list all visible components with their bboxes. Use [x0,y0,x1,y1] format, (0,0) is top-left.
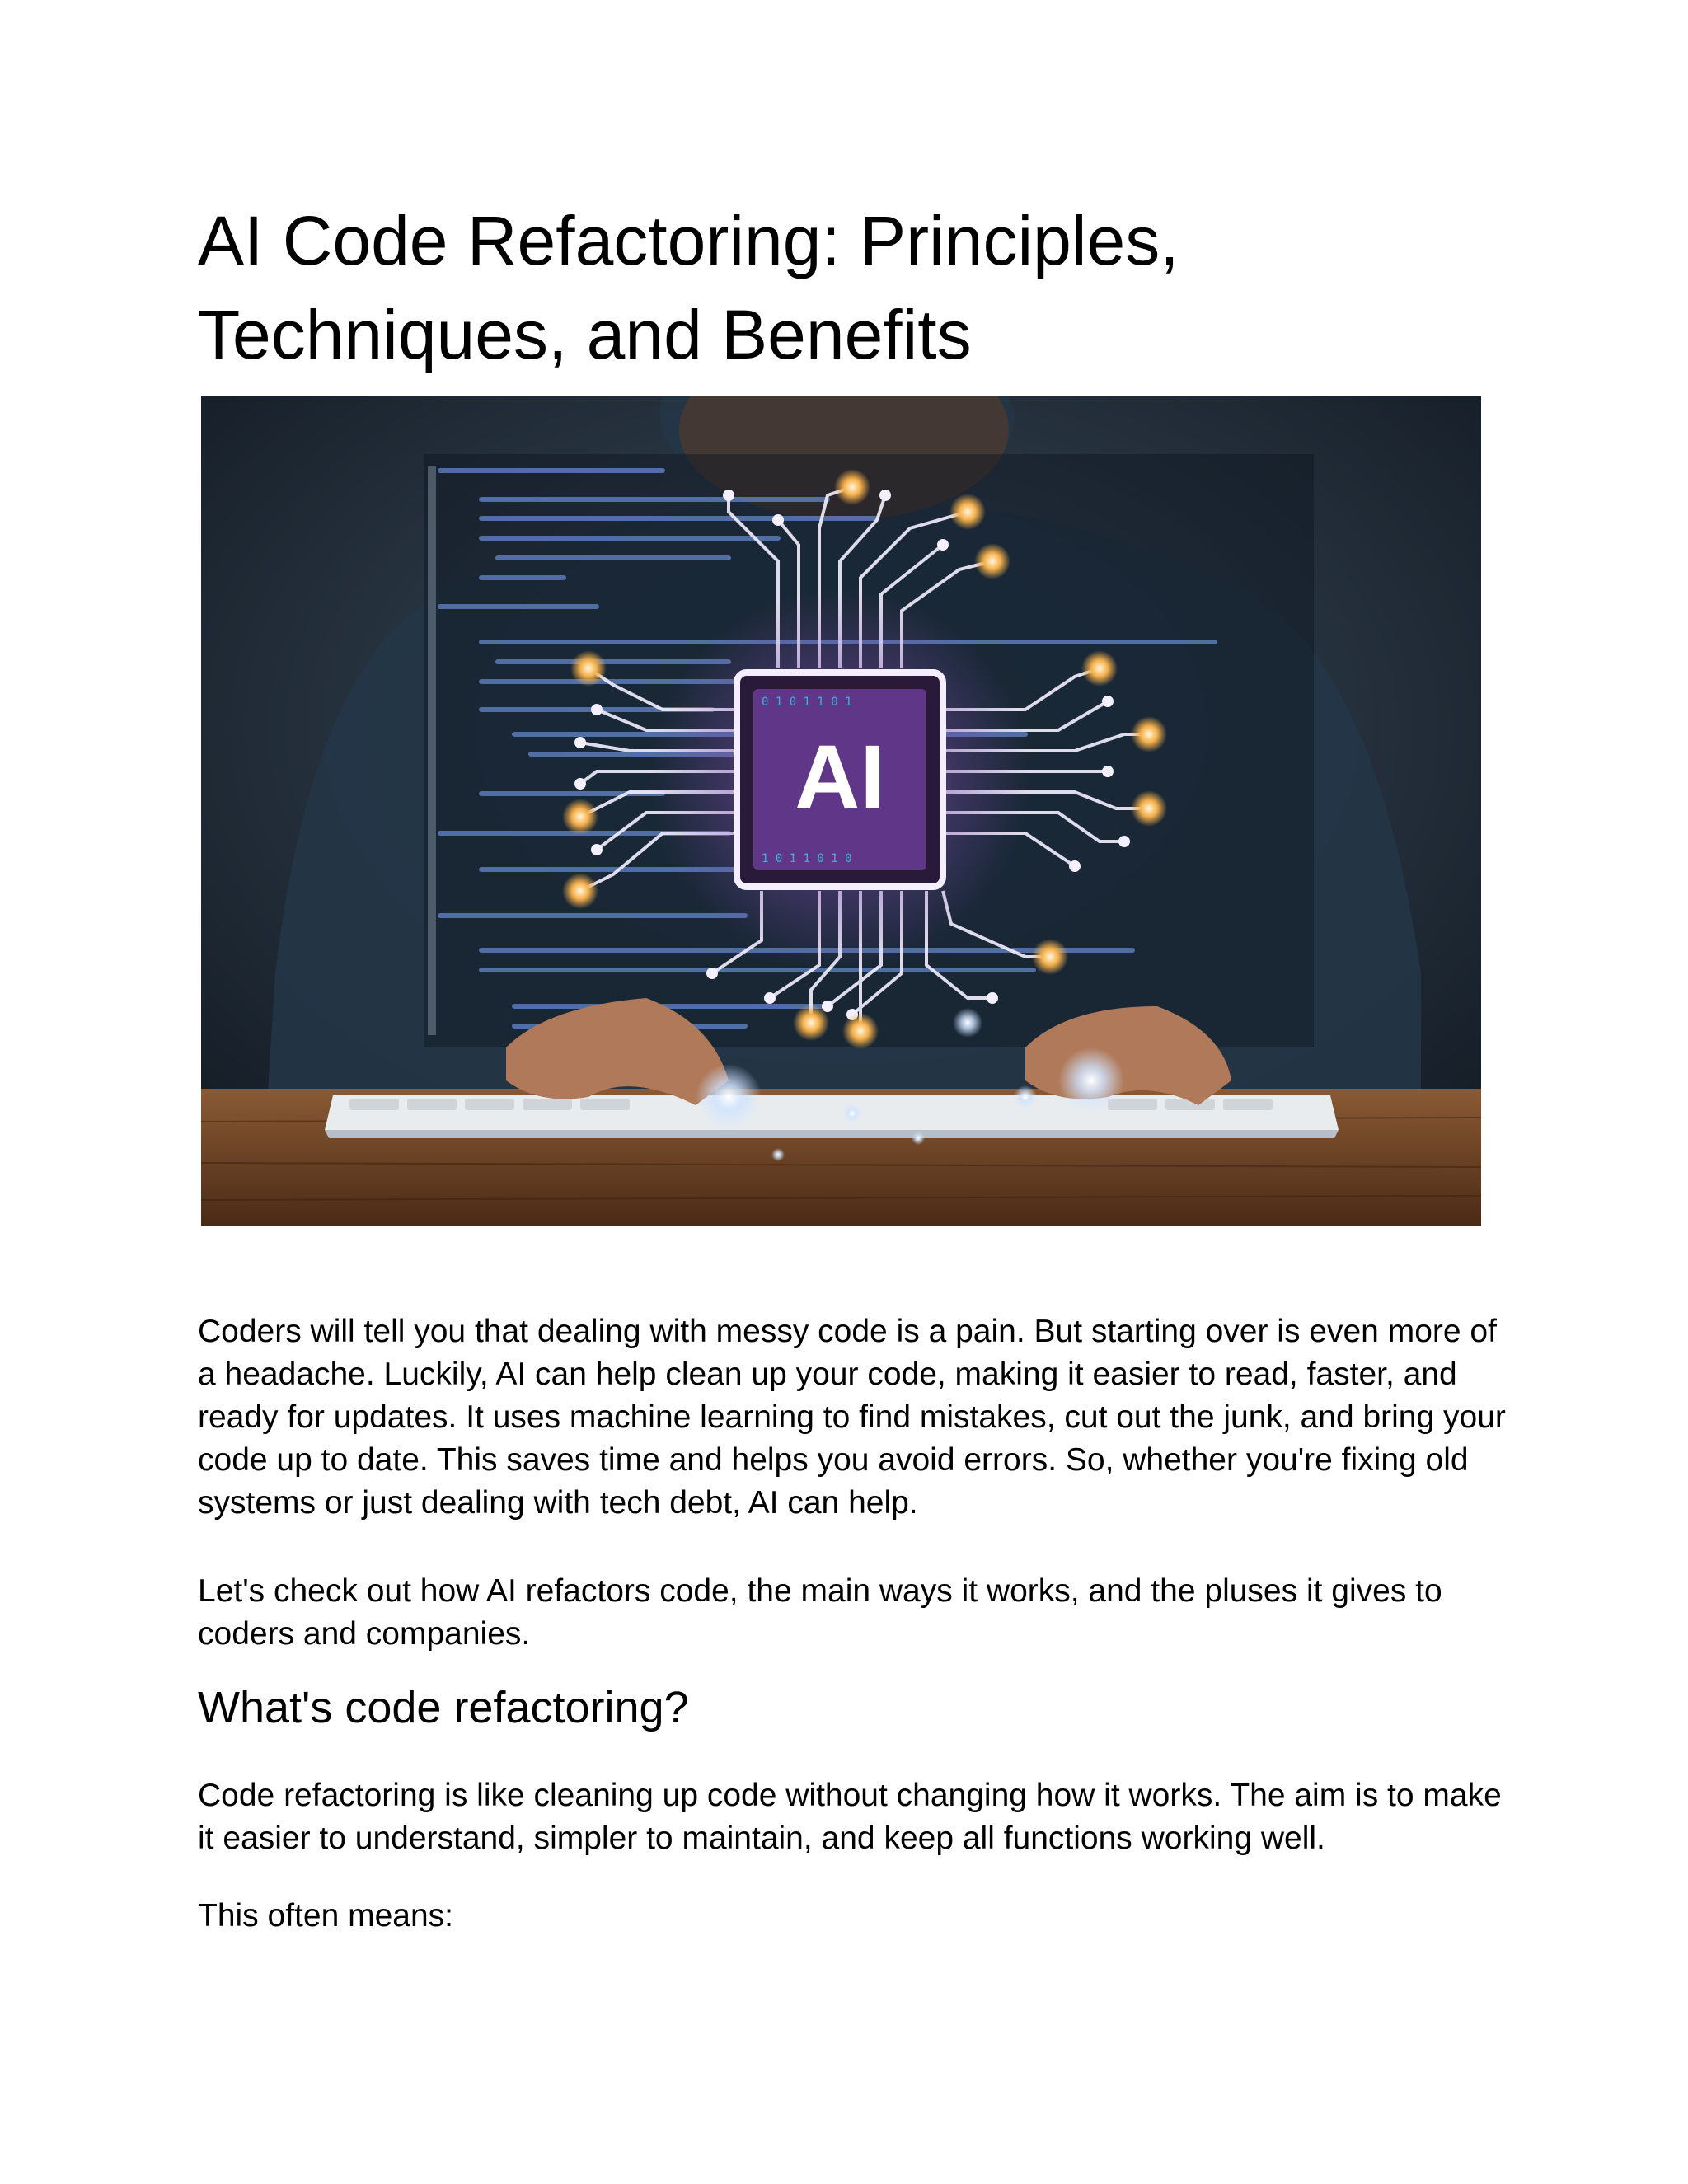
intro-paragraph: Coders will tell you that dealing with messy code is a pain. But starting over is even more of a headache. Luckily, AI can help clean up your code, making it easier to read, faster, and ready for updates. It uses machine learning to find mistakes, cut out the junk, and bring your code up to date. This saves time and helps you avoid errors. So, whether you're fixing old systems or just dealing with tech debt, AI can help. [198,1314,1506,1521]
svg-text:1 0 1 1 0 1 0: 1 0 1 1 0 1 0 [762,852,852,865]
svg-text:0 1 0 1 1 0 1: 0 1 0 1 1 0 1 [762,696,852,709]
list-intro-paragraph: This often means: [198,1898,453,1933]
chip-ai-label: AI [795,727,885,828]
section-heading: What's code refactoring? [198,1683,689,1732]
page-title: AI Code Refactoring: Principles, Techniques, and Benefits [198,202,1179,373]
hero-image [201,396,1481,1226]
definition-paragraph: Code refactoring is like cleaning up code without changing how it works. The aim is to make it easier to understand, simpler to maintain, and keep all functions working well. [198,1778,1502,1856]
overview-paragraph: Let's check out how AI refactors code, the main ways it works, and the pluses it gives to coders and companies. [198,1573,1442,1652]
